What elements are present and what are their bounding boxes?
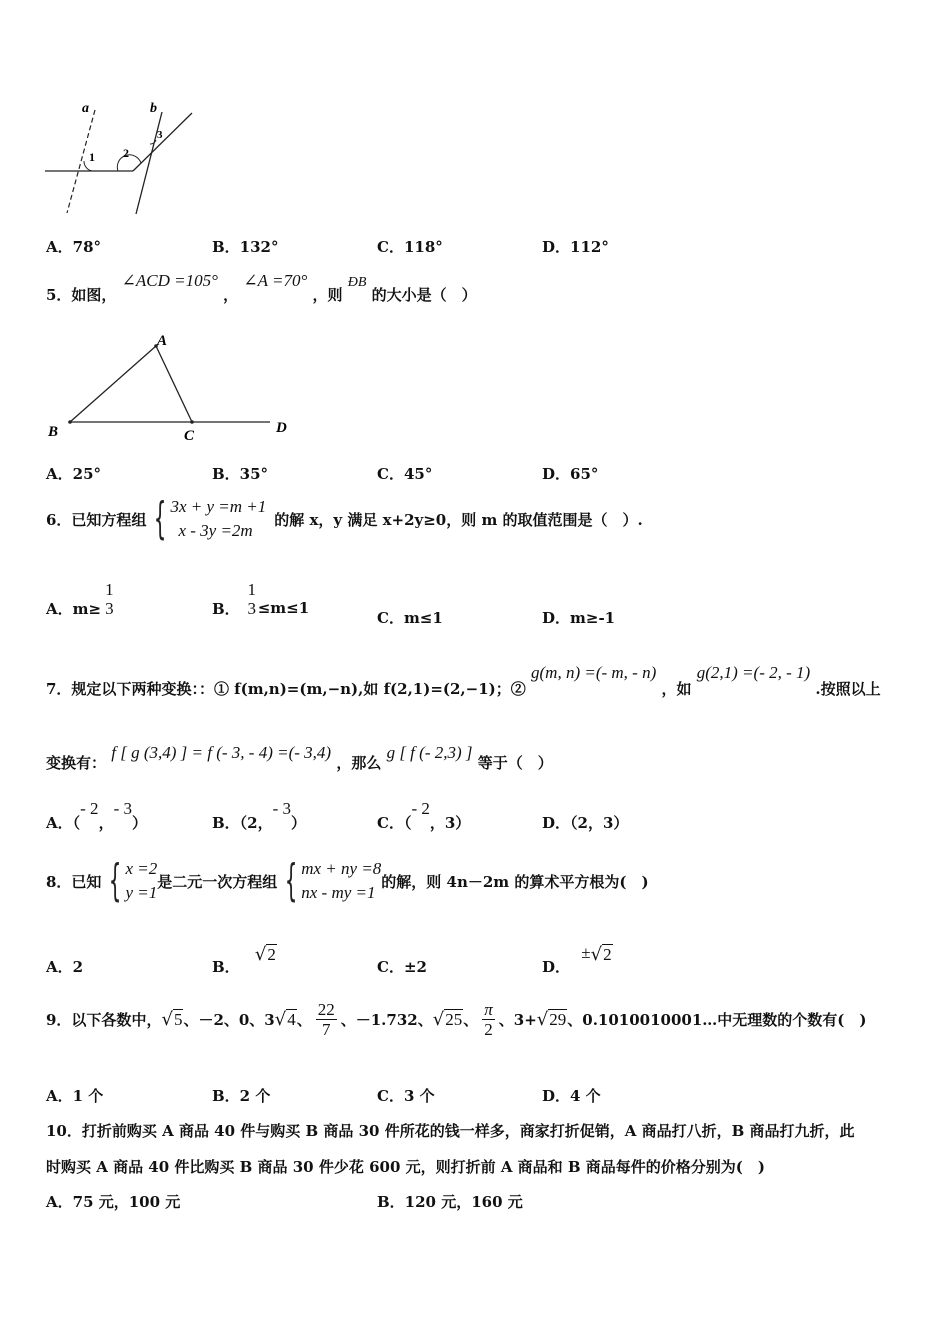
q8-prefix: 8．已知	[46, 872, 102, 891]
q8-option-d-sqrt	[591, 944, 613, 965]
q7-g-definition: g(m, n) =(- m, - n)	[531, 663, 657, 682]
q6-prefix: 6．已知方程组	[46, 510, 147, 529]
q7-example-expr: f [ g (3,4) ] = f (- 3, - 4) =(- 3,4)	[111, 743, 332, 762]
q10-line1: 10．打折前购买 A 商品 40 件与购买 B 商品 30 件所花的钱一样多，商家打折促销，A 商品打八折，B 商品打九折，此	[46, 1122, 855, 1140]
q5-triangle-figure	[44, 330, 304, 450]
q5-expr-acd: ∠ACD =105°	[121, 271, 218, 290]
sqrt-icon: √	[536, 1009, 549, 1030]
q7-option-c-label: C．（	[377, 814, 412, 832]
q9-fraction-22-7	[316, 1000, 337, 1039]
q4-label-1: 1	[89, 150, 95, 164]
q7-option-b-end: ）	[291, 814, 307, 832]
q9-frac1-num: 22	[317, 1000, 335, 1019]
sqrt-icon: √	[432, 1009, 445, 1030]
q7-g-example: g(2,1) =(- 2, - 1)	[696, 663, 811, 682]
q9-sqrt-4	[275, 1009, 297, 1030]
q9-sqrt-29	[537, 1009, 567, 1030]
q8-mid: 是二元一次方程组	[157, 872, 278, 891]
q5-label-d: D	[276, 420, 287, 436]
q5-line-ab	[70, 346, 156, 422]
q8-option-c[interactable]: C．±2	[377, 958, 427, 976]
q5-expr-a: ∠A =70°	[243, 271, 308, 290]
q4-line-b	[136, 112, 162, 214]
q5-option-c[interactable]: C．45°	[377, 465, 433, 483]
q9-text4: 、	[463, 1011, 479, 1029]
q4-label-b: b	[150, 101, 157, 116]
q7-line2-suffix: 等于（ ）	[477, 754, 553, 772]
q4-angle2-arc	[117, 155, 141, 171]
q8-equation-system	[277, 857, 381, 905]
q7-line2-mid: ，那么	[336, 754, 382, 772]
q7-option-a-label: A．（	[46, 814, 81, 832]
q4-figure	[40, 98, 200, 218]
q5-point-c	[190, 420, 194, 424]
q7-option-a-comma: ，	[98, 814, 114, 832]
q8-solution-system	[101, 857, 157, 905]
q6-option-b-text: ≤m≤1	[257, 599, 310, 617]
q9-radicand-29: 29	[549, 1010, 567, 1029]
q5-prefix: 5．如图，	[46, 286, 117, 304]
q9-text1: 、－2、0、3	[183, 1011, 275, 1029]
q7-line2-prefix: 变换有：	[46, 754, 107, 772]
q8-option-b-label: B．	[212, 958, 240, 976]
q9-frac1-den: 7	[322, 1020, 331, 1039]
q6-suffix: 的解 x，y 满足 x+2y≥0，则 m 的取值范围是（ ）.	[274, 510, 643, 529]
q8-option-a[interactable]: A．2	[46, 958, 84, 976]
q7-line1-prefix: 7．规定以下两种变换：：① f(m,n)=(m,−n),如 f(2,1)=(2,−1)；②	[46, 680, 526, 698]
q5-label-a: A	[157, 333, 168, 349]
q7-line1	[46, 662, 881, 698]
q8-sol1: x =2	[125, 859, 158, 878]
q8-eq1: mx + ny =8	[301, 859, 382, 878]
q5-line-ac	[156, 346, 192, 422]
q8-option-b-sqrt	[255, 944, 277, 965]
q6-option-b-fraction	[246, 580, 258, 618]
q6-eq1: 3x + y =m +1	[170, 497, 267, 516]
q9-fraction-pi-2	[482, 1000, 495, 1039]
q9-option-d[interactable]: D．4 个	[542, 1087, 601, 1105]
q5-mid: ，则	[312, 286, 343, 304]
q8-option-d-pm: ±	[581, 943, 591, 962]
q4-label-2: 2	[123, 146, 129, 160]
q9-option-a[interactable]: A．1 个	[46, 1087, 104, 1105]
q9-text3: 、－1.732、	[340, 1011, 433, 1029]
q9-text2: 、	[296, 1011, 312, 1029]
sqrt-icon: √	[254, 943, 267, 965]
q6-option-a-text: A．m≥	[46, 599, 102, 618]
q4-option-d[interactable]: D．112°	[542, 238, 609, 256]
q4-option-c[interactable]: C．118°	[377, 238, 443, 256]
q9-stem	[46, 1000, 867, 1039]
q5-expr-b: ÐB	[347, 275, 367, 290]
q7-line1-mid: ，如	[661, 680, 692, 698]
q9-sqrt-25	[433, 1009, 463, 1030]
q8-option-d-radicand: 2	[603, 944, 612, 964]
q10-option-b[interactable]: B．120 元，160 元	[377, 1193, 523, 1211]
q6-b-frac-den: 3	[247, 599, 256, 618]
q6-eq2: x - 3y =2m	[178, 521, 253, 540]
q6-b-frac-num: 1	[247, 580, 256, 599]
q4-label-3: 3	[157, 129, 163, 141]
q7-option-b[interactable]	[212, 798, 307, 832]
q9-frac2-den: 2	[484, 1020, 493, 1039]
q4-option-a[interactable]: A．78°	[46, 238, 102, 256]
q7-option-a[interactable]	[46, 798, 148, 832]
q8-option-d-label: D．	[542, 958, 571, 976]
q8-brace-2: {	[284, 855, 298, 906]
q6-stem	[46, 495, 643, 543]
q6-option-b-label: B．	[212, 599, 240, 618]
q9-text5: 、3+	[498, 1011, 537, 1029]
q7-option-a-v1: - 2	[80, 799, 99, 818]
q6-option-a-fraction	[103, 580, 116, 618]
q8-option-d[interactable]	[542, 942, 613, 976]
q5-option-a[interactable]: A．25°	[46, 465, 102, 483]
q8-option-b[interactable]	[212, 942, 277, 976]
q8-eq2: nx - my =1	[301, 883, 376, 902]
q9-prefix: 9．以下各数中，	[46, 1011, 162, 1029]
q8-brace-1: {	[109, 855, 122, 906]
q9-radicand-4: 4	[287, 1010, 296, 1029]
q7-option-c-v: - 2	[411, 799, 430, 818]
q6-frac-den: 3	[105, 599, 114, 618]
q7-option-d[interactable]: D．（2，3）	[542, 814, 629, 832]
q8-stem	[46, 857, 649, 905]
q7-option-a-v2: - 3	[113, 799, 132, 818]
q9-frac2-num: π	[484, 1000, 493, 1019]
q5-label-c: C	[184, 428, 195, 444]
q8-option-b-radicand: 2	[267, 944, 276, 964]
q4-label-a: a	[82, 101, 89, 116]
q7-option-b-v: - 3	[272, 799, 292, 818]
q4-oblique-line	[133, 113, 192, 171]
q9-option-b[interactable]: B．2 个	[212, 1087, 271, 1105]
q6-brace: {	[154, 493, 167, 544]
sqrt-icon: √	[590, 943, 603, 965]
q4-option-b[interactable]: B．132°	[212, 238, 279, 256]
q6-option-d[interactable]: D．m≥-1	[542, 609, 616, 627]
q9-radicand-5: 5	[173, 1010, 183, 1029]
sqrt-icon: √	[274, 1009, 287, 1030]
q10-line2: 时购买 A 商品 40 件比购买 B 商品 30 件少花 600 元，则打折前 A 商品和 B 商品每件的价格分别为( )	[46, 1158, 766, 1176]
q5-stem	[46, 270, 477, 304]
q9-option-c[interactable]: C．3 个	[377, 1087, 435, 1105]
q5-label-b: B	[48, 424, 59, 440]
q9-suffix: 、0.1010010001…中无理数的个数有( )	[567, 1011, 867, 1029]
q6-frac-num: 1	[105, 580, 114, 599]
q7-option-c-end: ，3）	[429, 814, 471, 832]
q6-system	[146, 495, 266, 543]
q5-sep: ，	[223, 286, 239, 304]
q6-option-a[interactable]	[46, 580, 116, 618]
q5-option-d[interactable]: D．65°	[542, 465, 599, 483]
q6-option-b[interactable]	[212, 580, 309, 618]
q9-radicand-25: 25	[445, 1010, 463, 1029]
q7-option-b-label: B．（2，	[212, 814, 273, 832]
sqrt-icon: √	[161, 1009, 173, 1030]
q6-option-c[interactable]: C．m≤1	[377, 609, 443, 627]
q7-question-expr: g [ f (- 2,3) ]	[386, 743, 473, 762]
q7-option-a-end: ）	[132, 814, 148, 832]
q10-option-a[interactable]: A．75 元，100 元	[46, 1193, 181, 1211]
q7-line1-suffix: .按照以上	[815, 680, 881, 698]
q5-point-b	[68, 420, 72, 424]
q8-suffix: 的解，则 4n－2m 的算术平方根为( )	[381, 872, 649, 891]
q8-sol2: y =1	[125, 883, 158, 902]
q5-suffix: 的大小是（ ）	[371, 286, 477, 304]
q9-sqrt-5	[161, 1009, 183, 1030]
q7-line2	[46, 742, 553, 772]
q5-option-b[interactable]: B．35°	[212, 465, 269, 483]
q7-option-c[interactable]	[377, 798, 471, 832]
